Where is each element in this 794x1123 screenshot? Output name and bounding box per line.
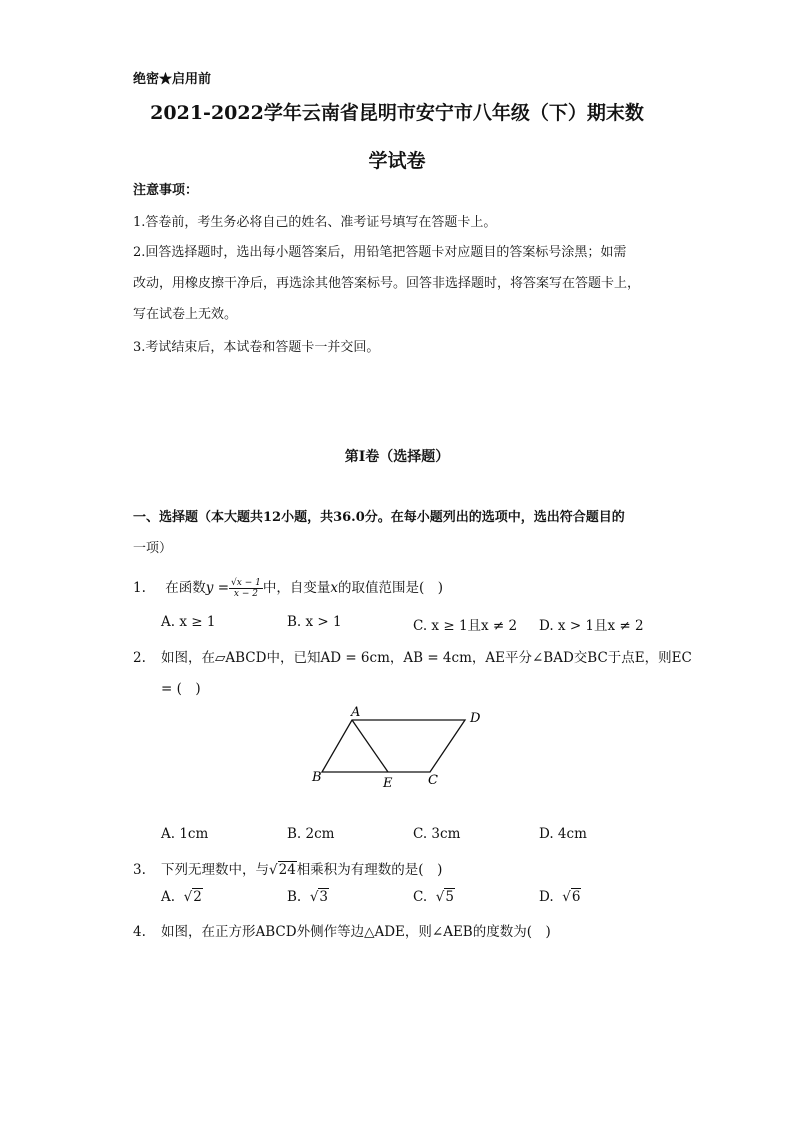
radicand: 2 <box>193 889 202 905</box>
parallelogram-abcd <box>322 720 465 772</box>
label-d: D <box>470 711 481 726</box>
option-letter: D. <box>539 889 554 905</box>
sqrt-expression: √5 <box>435 889 454 905</box>
q1-option-b[interactable]: B. x > 1 <box>287 614 342 630</box>
q1-option-c[interactable]: C. x ≥ 1且x ≠ 2 <box>413 618 518 634</box>
notice-heading: 注意事项： <box>133 183 199 198</box>
question-number: 3. <box>133 862 146 878</box>
question-1 <box>133 576 443 599</box>
label-e: E <box>383 776 393 791</box>
part-heading-line2: 一项） <box>133 541 173 556</box>
fraction <box>229 578 263 599</box>
q2-option-c[interactable]: C. 3cm <box>413 826 461 842</box>
question-text: 下列无理数中，与 <box>161 862 269 878</box>
question-3 <box>133 858 442 878</box>
sqrt-expression: √6 <box>562 889 581 905</box>
question-2-line2: = ( ) <box>161 681 201 697</box>
label-a: A <box>351 705 361 720</box>
exam-title-line1: 2021-2022学年云南省昆明市安宁市八年级（下）期末数 <box>150 102 644 124</box>
notice-item-2-line2: 改动，用橡皮擦干净后，再选涂其他答案标号。回答非选择题时，将答案写在答题卡上， <box>133 276 641 291</box>
radicand: 6 <box>571 889 581 905</box>
label-b: B <box>312 770 322 785</box>
q3-option-d[interactable] <box>539 889 581 905</box>
question-number: 2. <box>133 650 146 666</box>
exam-title-line2: 学试卷 <box>368 150 426 172</box>
q2-option-b[interactable]: B. 2cm <box>287 826 335 842</box>
sqrt-expression: √24 <box>269 862 296 878</box>
confidential-label: 绝密★启用前 <box>133 72 212 87</box>
question-4 <box>133 920 551 940</box>
question-number: 4. <box>133 924 146 940</box>
notice-item-2-line1: 2.回答选择题时，选出每小题答案后，用铅笔把答题卡对应题目的答案标号涂黑；如需 <box>133 245 627 260</box>
label-c: C <box>428 773 438 788</box>
radicand: 5 <box>445 889 454 905</box>
notice-item-1: 1.答卷前，考生务必将自己的姓名、准考证号填写在答题卡上。 <box>133 215 497 230</box>
radicand: 24 <box>278 862 296 878</box>
question-text: 相乘积为有理数的是( ) <box>296 862 443 878</box>
section-title: 第Ⅰ卷（选择题） <box>344 449 450 465</box>
q1-option-a[interactable]: A. x ≥ 1 <box>161 614 216 630</box>
question-text: 的取值范围是( ) <box>337 580 444 596</box>
sqrt-expression: √3 <box>309 889 329 905</box>
q3-option-a[interactable] <box>161 889 203 905</box>
fraction-numerator: √x − 1 <box>231 578 261 588</box>
option-letter: B. <box>287 889 302 905</box>
notice-item-2-line3: 写在试卷上无效。 <box>133 307 238 322</box>
question-text: 在函数 <box>165 580 206 596</box>
q3-option-c[interactable] <box>413 889 455 905</box>
question-text: 如图，在正方形ABCD外侧作等边△ADE，则∠AEB的度数为( ) <box>161 924 551 940</box>
option-letter: A. <box>161 889 176 905</box>
question-number: 1. <box>133 580 146 596</box>
variable: x <box>330 580 338 596</box>
sqrt-expression: √2 <box>183 889 202 905</box>
question-text: 如图，在▱ABCD中，已知AD = 6cm，AB = 4cm，AE平分∠BAD交BC于点E，则EC <box>161 650 692 666</box>
radicand: 3 <box>319 889 329 905</box>
q3-option-b[interactable] <box>287 889 329 905</box>
q2-option-d[interactable]: D. 4cm <box>539 826 587 842</box>
question-text: 中，自变量 <box>262 580 331 596</box>
option-letter: C. <box>413 889 428 905</box>
part-heading-line1: 一、选择题（本大题共12小题，共36.0分。在每小题列出的选项中，选出符合题目的 <box>133 510 625 525</box>
q1-option-d[interactable]: D. x > 1且x ≠ 2 <box>539 618 644 634</box>
question-2 <box>133 646 692 666</box>
q2-option-a[interactable]: A. 1cm <box>161 826 209 842</box>
fraction-denominator: x − 2 <box>233 589 258 599</box>
parallelogram-figure <box>300 700 500 795</box>
function-lhs: y = <box>205 580 230 596</box>
notice-item-3: 3.考试结束后，本试卷和答题卡一并交回。 <box>133 340 380 355</box>
bisector-ae <box>352 720 388 772</box>
